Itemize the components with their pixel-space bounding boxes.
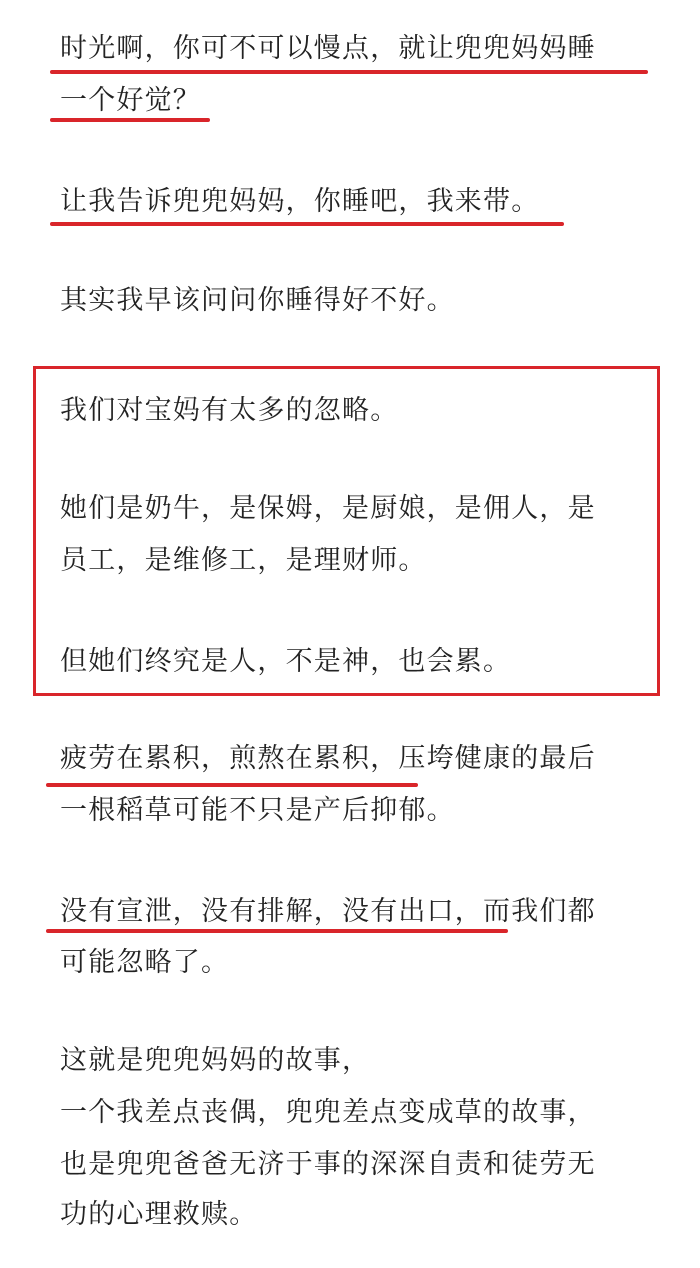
text-line: 这就是兜兜妈妈的故事， <box>60 1045 371 1076</box>
text-line: 时光啊，你可不可以慢点，就让兜兜妈妈睡 <box>60 33 596 64</box>
red-underline <box>50 222 564 226</box>
text-line: 疲劳在累积，煎熬在累积，压垮健康的最后 <box>60 743 596 774</box>
red-underline <box>46 783 418 787</box>
text-line: 一个我差点丧偶，兜兜差点变成草的故事， <box>60 1097 596 1128</box>
text-line: 她们是奶牛，是保姆，是厨娘，是佣人，是 <box>60 493 596 524</box>
red-underline <box>46 929 508 933</box>
text-line: 可能忽略了。 <box>60 947 230 978</box>
red-underline <box>50 70 648 74</box>
text-line: 但她们终究是人，不是神，也会累。 <box>60 646 512 677</box>
text-line: 一根稻草可能不只是产后抑郁。 <box>60 795 455 826</box>
text-line: 我们对宝妈有太多的忽略。 <box>60 395 399 426</box>
text-line: 功的心理救赎。 <box>60 1199 258 1230</box>
text-line: 其实我早该问问你睡得好不好。 <box>60 285 455 316</box>
text-line: 也是兜兜爸爸无济于事的深深自责和徒劳无 <box>60 1149 596 1180</box>
text-line: 没有宣泄，没有排解，没有出口，而我们都 <box>60 896 596 927</box>
text-line: 一个好觉？ <box>60 85 201 116</box>
red-underline <box>50 118 210 122</box>
text-line: 让我告诉兜兜妈妈，你睡吧，我来带。 <box>60 186 540 217</box>
text-line: 员工，是维修工，是理财师。 <box>60 545 427 576</box>
